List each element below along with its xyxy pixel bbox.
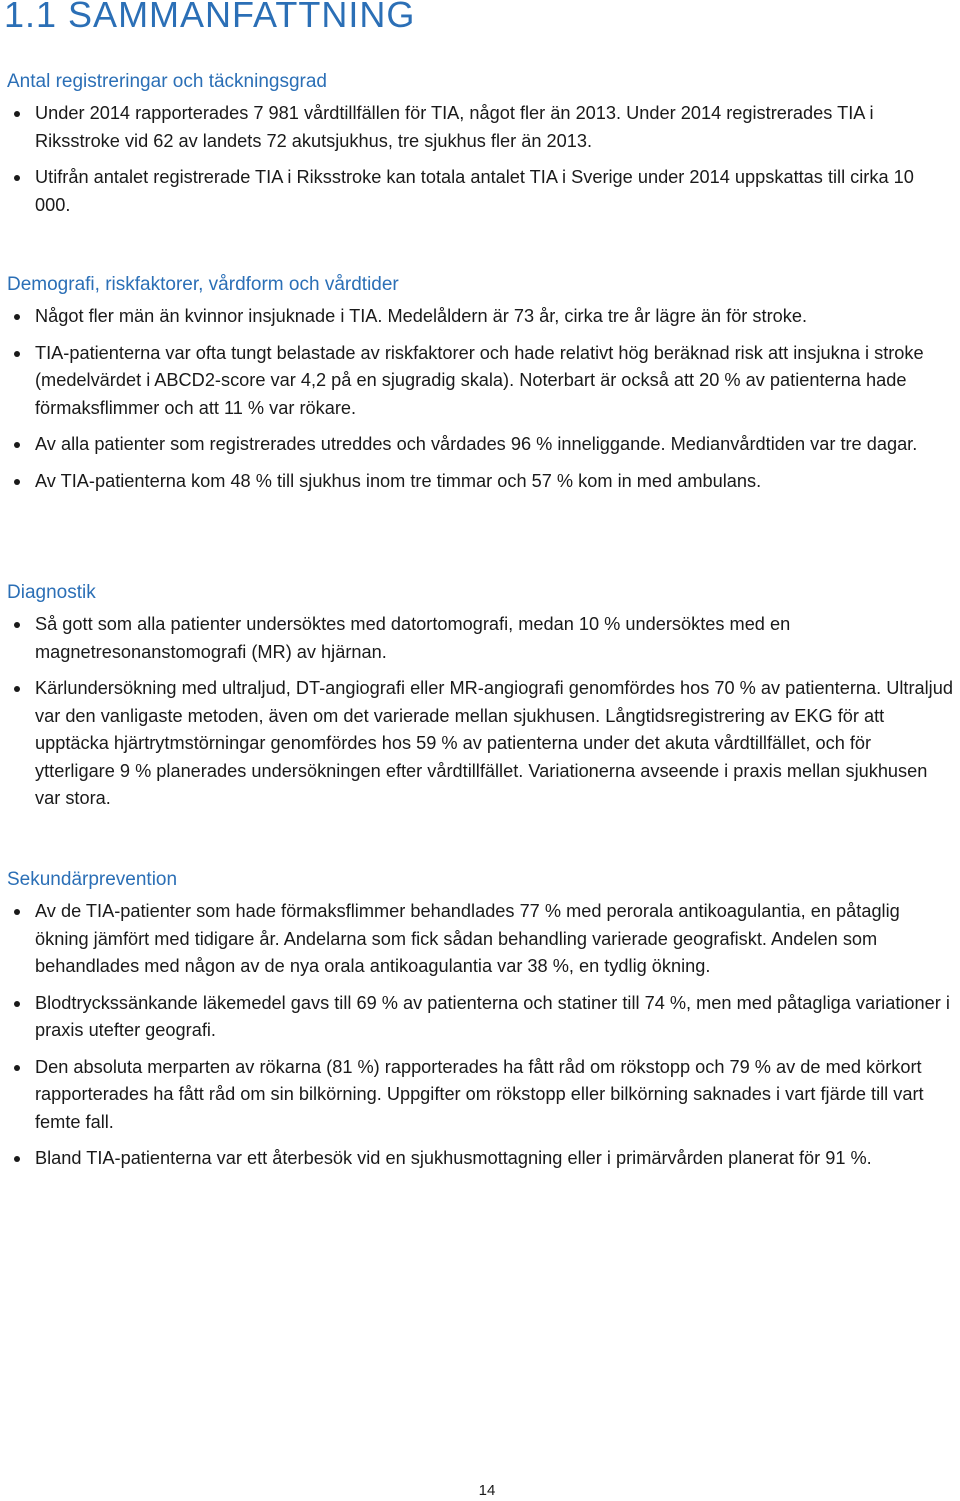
list-item: Av TIA-patienterna kom 48 % till sjukhus inom tre timmar och 57 % kom in med ambulans. <box>0 468 960 496</box>
section-secondary-prevention <box>0 866 960 1173</box>
list-item: Utifrån antalet registrerade TIA i Riksstroke kan totala antalet TIA i Sverige under 2014 uppskattas till cirka 10 000. <box>0 164 960 219</box>
section-diagnostics <box>0 579 960 813</box>
section-heading: Demografi, riskfaktorer, vårdform och vårdtider <box>7 274 399 295</box>
list-item: Blodtryckssänkande läkemedel gavs till 69 % av patienterna och statiner till 74 %, men med påtagliga variationer i praxis utefter geografi. <box>0 990 960 1045</box>
page-title: 1.1 SAMMANFATTNING <box>4 0 416 35</box>
bullet-list <box>0 303 960 495</box>
list-item: Kärlundersökning med ultraljud, DT-angiografi eller MR-angiografi genomfördes hos 70 % av patienterna. Ultraljud var den vanligaste metoden, även om det varierade mellan sjukhusen. Långtidsregistrering av EKG för att upptäcka hjärtrytmstörningar genomfördes hos 59 % av patienterna under det akuta vårdtillfället, och för ytterligare 9 % planerades undersökningen efter vårdtillfället. Variationerna avseende i praxis mellan sjukhusen var stora. <box>0 675 960 813</box>
bullet-list <box>0 898 960 1173</box>
section-heading: Sekundärprevention <box>7 869 178 890</box>
list-item: Bland TIA-patienterna var ett återbesök vid en sjukhusmottagning eller i primärvården planerat för 91 %. <box>0 1145 960 1173</box>
section-demographics <box>0 271 960 495</box>
list-item: Av alla patienter som registrerades utreddes och vårdades 96 % inneliggande. Medianvårdtiden var tre dagar. <box>0 431 960 459</box>
section-registrations <box>0 68 960 219</box>
bullet-list <box>0 611 960 813</box>
section-heading: Diagnostik <box>7 582 96 603</box>
list-item: Av de TIA-patienter som hade förmaksflimmer behandlades 77 % med perorala antikoagulantia, en påtaglig ökning jämfört med tidigare år. Andelarna som fick sådan behandling varierade geografiskt. Andelen som behandlades med någon av de nya orala antikoagulantia var 38 %, en tydlig ökning. <box>0 898 960 981</box>
bullet-list <box>0 100 960 219</box>
list-item: Så gott som alla patienter undersöktes med datortomografi, medan 10 % undersöktes med en magnetresonanstomografi (MR) av hjärnan. <box>0 611 960 666</box>
list-item: Något fler män än kvinnor insjuknade i TIA. Medelåldern är 73 år, cirka tre år lägre än för stroke. <box>0 303 960 331</box>
list-item: Den absoluta merparten av rökarna (81 %) rapporterades ha fått råd om rökstopp och 79 % av de med körkort rapporterades ha fått råd om sin bilkörning. Uppgifter om rökstopp eller bilkörning saknades i vart fjärde till vart femte fall. <box>0 1054 960 1137</box>
section-heading: Antal registreringar och täckningsgrad <box>7 71 328 92</box>
list-item: TIA-patienterna var ofta tungt belastade av riskfaktorer och hade relativt hög beräknad risk att insjukna i stroke (medelvärdet i ABCD2-score var 4,2 på en sjugradig skala). Noterbart är också att 20 % av patienterna hade förmaksflimmer och att 11 % var rökare. <box>0 340 960 423</box>
page-number: 14 <box>478 1482 496 1499</box>
list-item: Under 2014 rapporterades 7 981 vårdtillfällen för TIA, något fler än 2013. Under 2014 registrerades TIA i Riksstroke vid 62 av landets 72 akutsjukhus, tre sjukhus fler än 2013. <box>0 100 960 155</box>
